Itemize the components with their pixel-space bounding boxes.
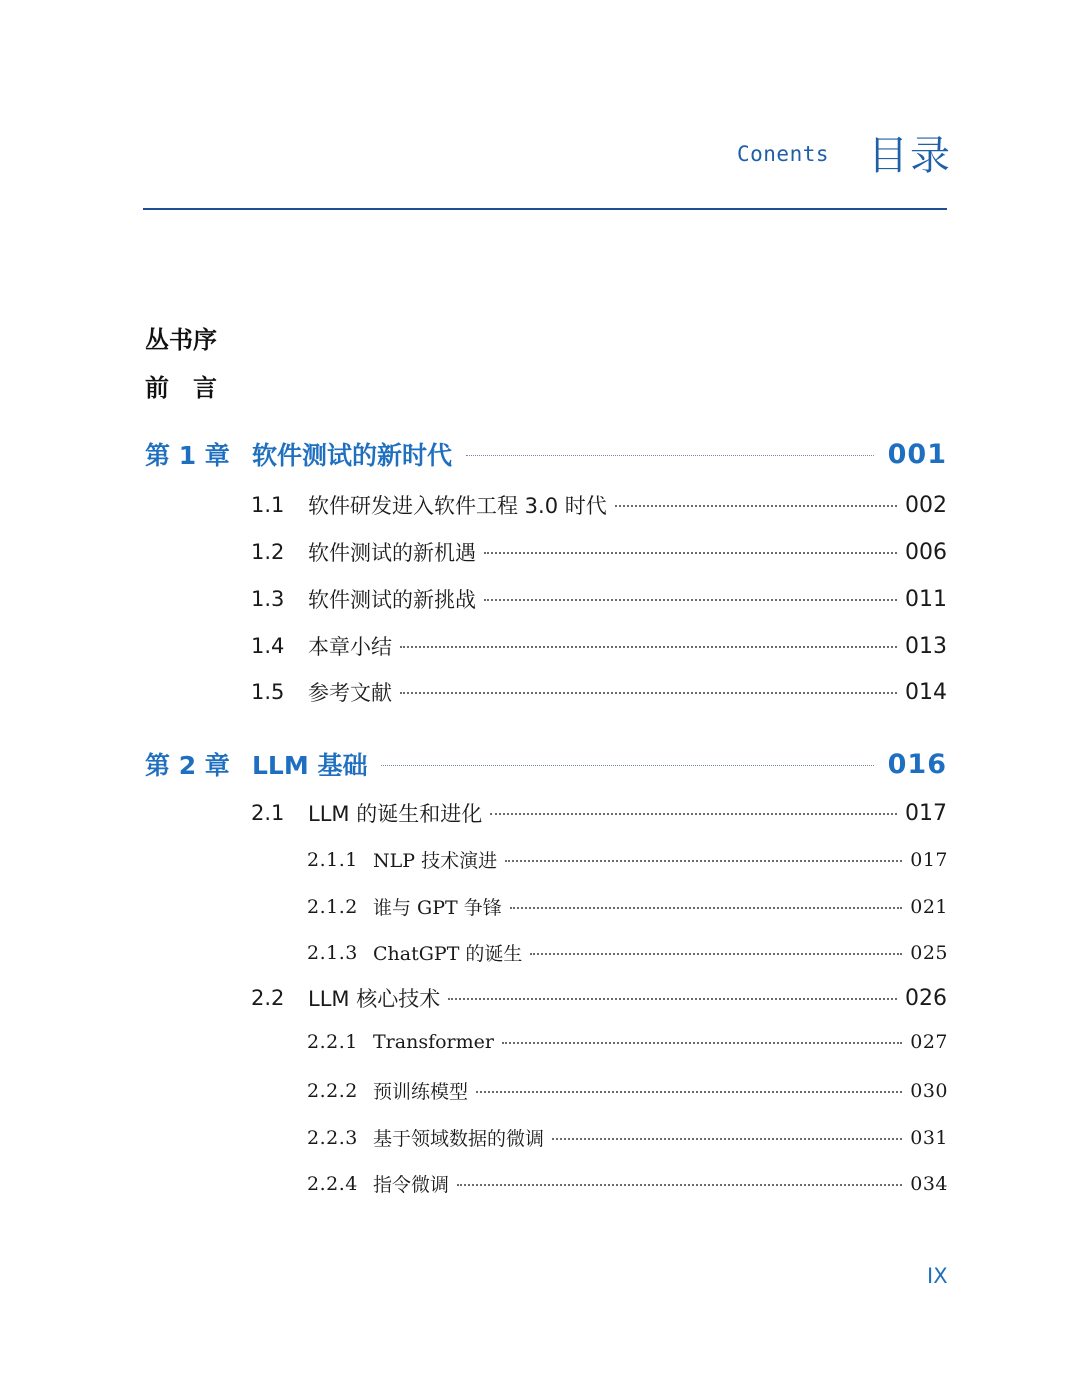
subsection-number: 2.1.3: [307, 941, 358, 964]
toc-section-1-1[interactable]: [251, 490, 947, 520]
subsection-number: 2.2.3: [307, 1126, 358, 1149]
header-divider: [143, 208, 947, 210]
section-title: 参考文献: [308, 681, 392, 705]
chapter-title: LLM 基础: [252, 751, 368, 780]
page-folio: IX: [927, 1264, 948, 1288]
toc-section-1-5[interactable]: [251, 677, 947, 707]
section-page-number: 013: [905, 633, 947, 659]
dot-leader: [400, 646, 897, 648]
subsection-title: 指令微调: [373, 1174, 450, 1196]
section-title: LLM 的诞生和进化: [308, 802, 483, 826]
toc-section-1-2[interactable]: [251, 537, 947, 567]
dot-leader: [505, 860, 902, 862]
subsection-title: ChatGPT 的诞生: [373, 943, 523, 965]
section-title: 软件测试的新机遇: [308, 541, 476, 565]
dot-leader: [510, 907, 903, 909]
toc-subsection-2-2-4[interactable]: [307, 1170, 948, 1197]
subsection-number: 2.1.1: [307, 848, 358, 871]
toc-chapter-1[interactable]: [145, 436, 947, 472]
section-title: LLM 核心技术: [308, 987, 441, 1011]
subsection-title: 基于领域数据的微调: [373, 1128, 545, 1150]
subsection-page-number: 025: [910, 941, 948, 964]
toc-chapter-2[interactable]: [145, 746, 947, 782]
toc-subsection-2-2-1[interactable]: [307, 1031, 948, 1053]
section-page-number: 011: [905, 586, 947, 612]
dot-leader: [615, 505, 897, 507]
toc-section-1-3[interactable]: [251, 584, 947, 614]
section-page-number: 014: [905, 679, 947, 705]
dot-leader: [552, 1138, 902, 1140]
subsection-page-number: 027: [910, 1031, 948, 1053]
subsection-page-number: 030: [910, 1079, 948, 1102]
section-number: 1.3: [251, 587, 285, 611]
dot-leader: [530, 953, 902, 955]
front-matter-preface[interactable]: 前 言: [145, 374, 217, 402]
toc-subsection-2-2-3[interactable]: [307, 1124, 948, 1151]
toc-subsection-2-1-2[interactable]: [307, 893, 948, 920]
dot-leader: [476, 1091, 902, 1093]
subsection-page-number: 017: [910, 848, 948, 871]
dot-leader: [457, 1184, 902, 1186]
section-number: 1.5: [251, 680, 285, 704]
subsection-title: NLP 技术演进: [373, 850, 498, 872]
chapter-page-number: 016: [887, 748, 947, 780]
toc-subsection-2-2-2[interactable]: [307, 1077, 948, 1104]
section-title: 本章小结: [308, 635, 392, 659]
section-page-number: 017: [905, 800, 947, 826]
section-page-number: 002: [905, 492, 947, 518]
subsection-number: 2.2.2: [307, 1079, 358, 1102]
section-number: 2.1: [251, 801, 285, 825]
dot-leader: [400, 692, 897, 694]
chapter-page-number: 001: [887, 438, 947, 470]
subsection-page-number: 031: [910, 1126, 948, 1149]
section-number: 1.1: [251, 493, 285, 517]
dot-leader: [490, 813, 897, 815]
dot-leader: [502, 1042, 902, 1044]
subsection-title: Transformer: [373, 1031, 494, 1053]
section-page-number: 026: [905, 985, 947, 1011]
chapter-label: 第 1 章: [145, 441, 230, 470]
contents-heading-chinese: 目录: [868, 133, 952, 179]
section-number: 1.2: [251, 540, 285, 564]
dot-leader: [448, 998, 897, 1000]
dot-leader: [466, 455, 874, 456]
subsection-title: 谁与 GPT 争锋: [373, 897, 502, 919]
subsection-number: 2.1.2: [307, 895, 358, 918]
chapter-label: 第 2 章: [145, 751, 230, 780]
subsection-title: 预训练模型: [373, 1081, 469, 1103]
subsection-number: 2.2.1: [307, 1031, 358, 1053]
dot-leader: [381, 765, 873, 766]
toc-section-2-1[interactable]: [251, 798, 947, 828]
chapter-title: 软件测试的新时代: [252, 441, 453, 470]
section-number: 1.4: [251, 634, 285, 658]
section-title: 软件测试的新挑战: [308, 588, 476, 612]
toc-section-1-4[interactable]: [251, 631, 947, 661]
section-page-number: 006: [905, 539, 947, 565]
toc-subsection-2-1-1[interactable]: [307, 846, 948, 873]
dot-leader: [484, 552, 897, 554]
section-number: 2.2: [251, 986, 285, 1010]
section-title: 软件研发进入软件工程 3.0 时代: [308, 494, 607, 518]
contents-heading-english: Conents: [737, 142, 830, 166]
subsection-page-number: 021: [910, 895, 948, 918]
toc-section-2-2[interactable]: [251, 983, 947, 1013]
dot-leader: [484, 599, 897, 601]
subsection-number: 2.2.4: [307, 1172, 358, 1195]
subsection-page-number: 034: [910, 1172, 948, 1195]
front-matter-series-preface[interactable]: 丛书序: [145, 326, 217, 354]
toc-subsection-2-1-3[interactable]: [307, 939, 948, 966]
